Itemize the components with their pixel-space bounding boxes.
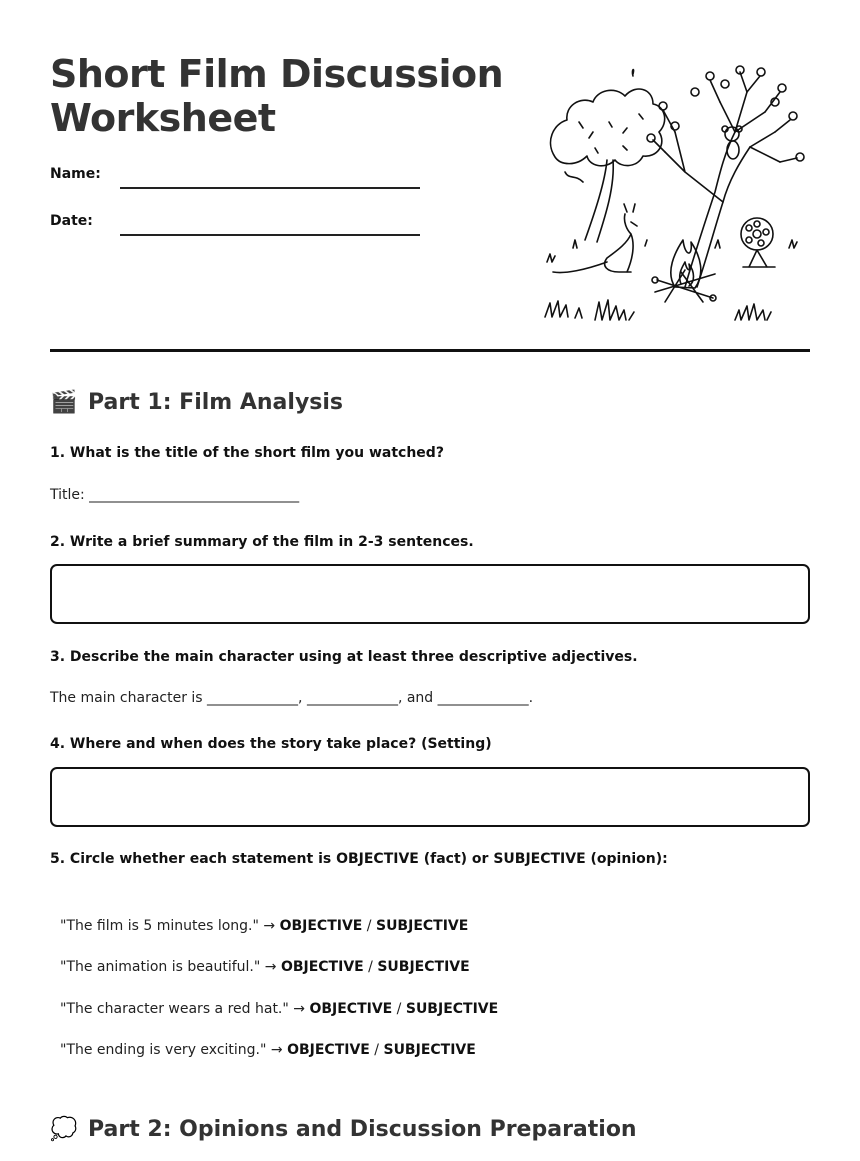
name-field[interactable]	[120, 187, 420, 189]
film-reel-icon	[741, 218, 775, 267]
question-3: 3. Describe the main character using at least three descriptive adjectives.	[50, 649, 638, 665]
title-answer-line[interactable]: Title: ______________________________	[50, 487, 300, 503]
kangaroo-icon	[553, 204, 637, 273]
campfire-icon	[652, 240, 716, 302]
question-5: 5. Circle whether each statement is OBJECTIVE (fact) or SUBJECTIVE (opinion):	[50, 851, 668, 867]
summary-answer-box[interactable]	[50, 564, 810, 624]
left-tree-icon	[551, 70, 665, 242]
objective-option[interactable]: OBJECTIVE	[287, 1042, 370, 1058]
statement-item: "The character wears a red hat." → OBJECTIVE / SUBJECTIVE	[60, 1001, 499, 1017]
character-answer-line[interactable]: The main character is _____________, _____________, and _____________.	[50, 690, 534, 706]
date-label: Date:	[50, 213, 93, 229]
page-title	[50, 52, 520, 140]
title-line-2: Worksheet	[50, 96, 276, 140]
date-field[interactable]	[120, 234, 420, 236]
title-line-1: Short Film Discussion	[50, 52, 504, 96]
subjective-option[interactable]: SUBJECTIVE	[375, 918, 469, 934]
header-divider	[50, 349, 810, 352]
part1-heading-text: Part 1: Film Analysis	[88, 390, 344, 415]
question-4: 4. Where and when does the story take place? (Setting)	[50, 736, 492, 752]
statement-item: "The ending is very exciting." → OBJECTIVE / SUBJECTIVE	[60, 1042, 476, 1058]
clapperboard-icon: 🎬	[50, 390, 78, 415]
subjective-option[interactable]: SUBJECTIVE	[383, 1042, 476, 1058]
part2-heading-text: Part 2: Opinions and Discussion Preparation	[88, 1117, 637, 1142]
statement-item: "The animation is beautiful." → OBJECTIVE / SUBJECTIVE	[60, 959, 470, 975]
name-label: Name:	[50, 166, 101, 182]
setting-answer-box[interactable]	[50, 767, 810, 827]
thought-bubble-icon: 💭	[50, 1117, 78, 1142]
question-2: 2. Write a brief summary of the film in 2-3 sentences.	[50, 534, 474, 550]
statement-item: "The film is 5 minutes long." → OBJECTIVE / SUBJECTIVE	[60, 918, 469, 934]
objective-option[interactable]: OBJECTIVE	[309, 1001, 393, 1017]
objective-option[interactable]: OBJECTIVE	[280, 959, 364, 975]
right-tree-icon	[647, 66, 804, 287]
subjective-option[interactable]: SUBJECTIVE	[377, 959, 470, 975]
part2-heading	[50, 1117, 637, 1142]
part1-heading	[50, 390, 343, 415]
objective-option[interactable]: OBJECTIVE	[279, 918, 363, 934]
outback-illustration	[535, 62, 810, 332]
question-1: 1. What is the title of the short film you watched?	[50, 445, 444, 461]
subjective-option[interactable]: SUBJECTIVE	[405, 1001, 499, 1017]
